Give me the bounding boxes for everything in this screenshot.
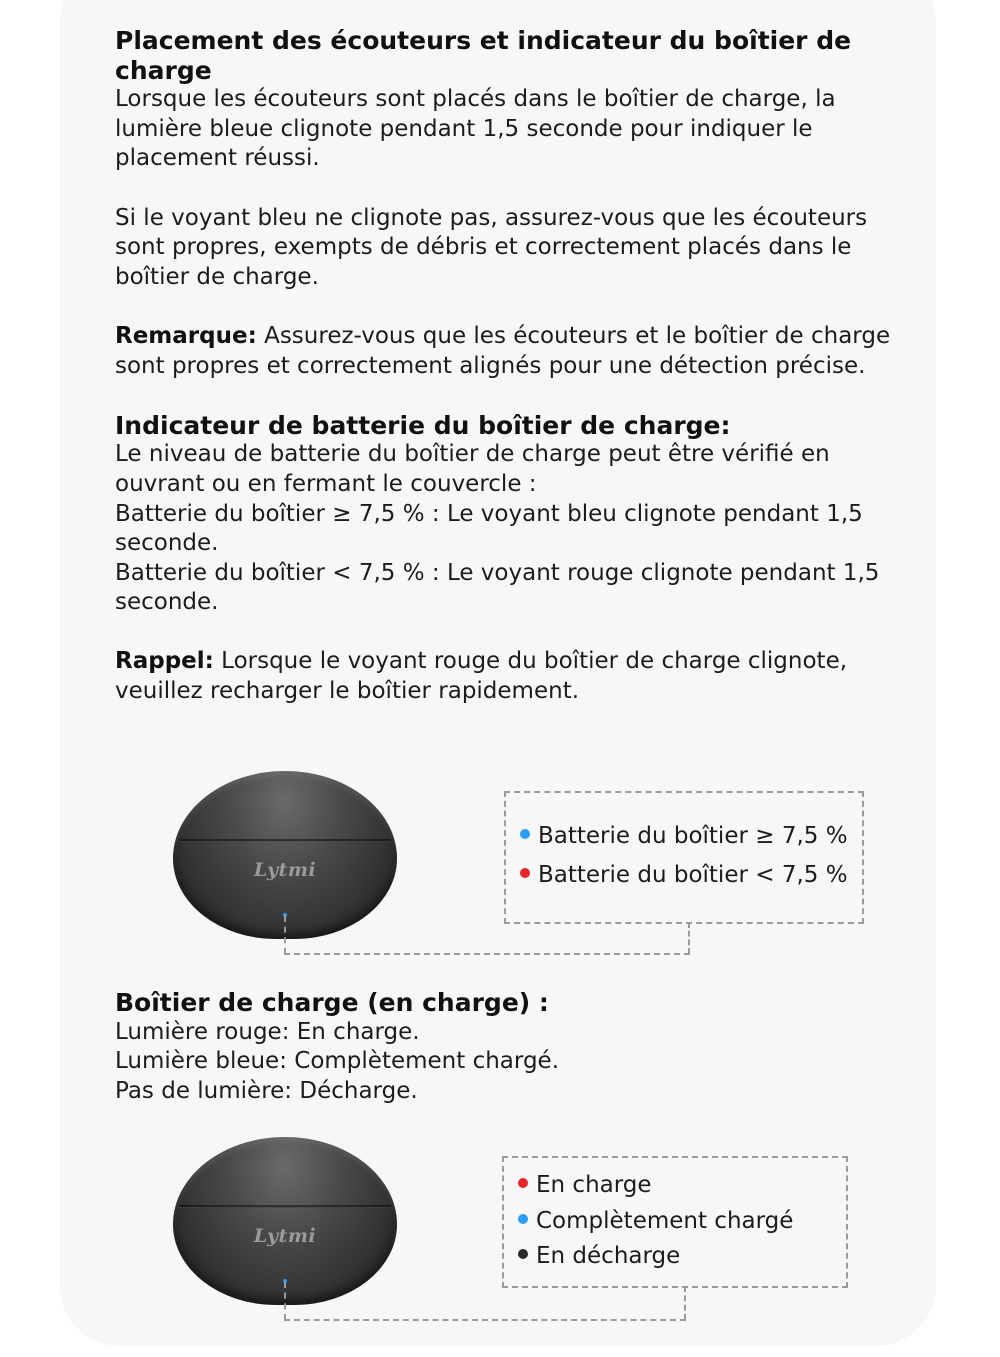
red-dot-icon [520, 868, 530, 878]
legend-item-full [518, 1208, 793, 1234]
charging-red-line: Lumière rouge: En charge. [115, 1018, 420, 1045]
brand-logo: Lytmi [253, 1225, 317, 1247]
legend-full-label: Complètement chargé [536, 1208, 794, 1234]
charging-instructions [115, 988, 905, 1106]
placement-heading: Placement des écouteurs et indicateur du boîtier de charge [115, 26, 852, 85]
charging-case-image [173, 1137, 397, 1305]
battery-low-line: Batterie du boîtier < 7,5 % : Le voyant rouge clignote pendant 1,5 seconde. [115, 559, 880, 616]
troubleshoot-paragraph: Si le voyant bleu ne clignote pas, assurez-vous que les écouteurs sont propres, exempts de débris et correctement placés dans le boîtier de charge. [115, 204, 868, 290]
battery-intro: Le niveau de batterie du boîtier de charge peut être vérifié en ouvrant ou en fermant le couvercle : [115, 441, 830, 497]
charging-none-line: Pas de lumière: Décharge. [115, 1077, 418, 1104]
legend-item-discharging [518, 1243, 680, 1269]
reminder-label: Rappel: [115, 648, 214, 675]
note-label: Remarque: [115, 322, 257, 349]
reminder-paragraph [115, 647, 905, 706]
connector-line [684, 1286, 686, 1320]
note-text: Assurez-vous que les écouteurs et le boîtier de charge sont propres et correctement alignés pour une détection précise. [115, 322, 891, 379]
brand-logo: Lytmi [253, 859, 317, 881]
legend-high-label: Batterie du boîtier ≥ 7,5 % [538, 823, 848, 849]
connector-line [284, 1319, 686, 1321]
legend-item-high [520, 823, 848, 849]
case-lid-seam [179, 839, 391, 842]
connector-line [284, 916, 286, 954]
legend-low-label: Batterie du boîtier < 7,5 % [538, 862, 848, 888]
charging-heading: Boîtier de charge (en charge) : [115, 988, 549, 1017]
instructions [115, 26, 905, 707]
legend-item-charging [518, 1172, 652, 1198]
legend-item-low [520, 862, 848, 888]
battery-heading: Indicateur de batterie du boîtier de charge: [115, 410, 731, 440]
red-dot-icon [518, 1178, 528, 1188]
legend-charging-label: En charge [536, 1172, 652, 1198]
battery-high-line: Batterie du boîtier ≥ 7,5 % : Le voyant bleu clignote pendant 1,5 seconde. [115, 500, 863, 557]
note-paragraph [115, 322, 905, 381]
charging-legend-box [502, 1156, 848, 1288]
blue-dot-icon [520, 829, 530, 839]
blue-dot-icon [518, 1214, 528, 1224]
connector-line [284, 1282, 286, 1320]
placement-paragraph: Lorsque les écouteurs sont placés dans le boîtier de charge, la lumière bleue clignote pendant 1,5 seconde pour indiquer le placement réussi. [115, 86, 836, 172]
battery-legend-box [504, 791, 864, 924]
charging-case-image [173, 771, 397, 939]
legend-discharging-label: En décharge [536, 1243, 681, 1269]
reminder-text: Lorsque le voyant rouge du boîtier de charge clignote, veuillez recharger le boîtier rapidement. [115, 648, 848, 705]
charging-blue-line: Lumière bleue: Complètement chargé. [115, 1048, 560, 1075]
connector-line [284, 953, 690, 955]
black-dot-icon [518, 1249, 528, 1259]
connector-line [688, 922, 690, 954]
case-lid-seam [179, 1205, 391, 1208]
